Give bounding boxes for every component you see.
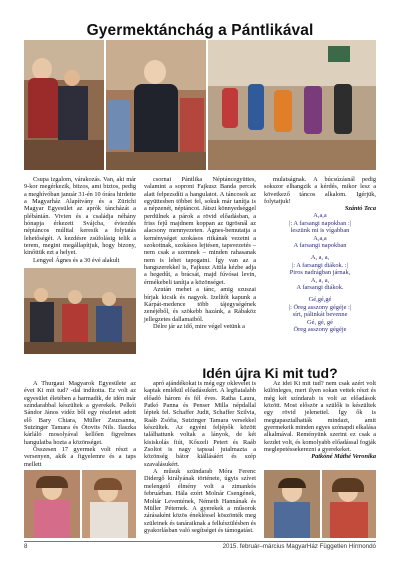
issue-info: 2015. február–március MagyarHáz Független Hírmondó <box>222 543 376 550</box>
footer-divider <box>24 541 376 542</box>
article2-column-2 <box>144 380 256 534</box>
article1-column-1 <box>24 176 136 264</box>
article1-signature: Szántó Teca <box>344 205 376 213</box>
article2-column-1 <box>24 380 136 468</box>
paragraph: apró ajándékokat is még egy oklevelet is kaptak emlékül előadásukért. A legfiatalabb előadó három és fél éves. Ratha Laura, Patkó Panna és Penser Milla népdallal léptek fel. Schaffer Judit, Schaffer Szilvia, Raáb Zsófia, Sutzinger Tamara versekkel készültek. Az egyéni feljépők között találhattunk voltak a lányok, de két kisiskolás fiút, Kőszeli Petert és Raáb Zsoltot is nagy tapssal jutalmazta a közönség bátor kiállásáért és szép szavalásukért. <box>144 380 256 468</box>
photo-children-dancing <box>208 40 376 170</box>
photo-child-performer-1 <box>264 470 320 538</box>
stanza: A,a,a |: A farsangi napokban :| leszünk mi is vígabban A,a,a A farsangi napokban <box>289 212 351 250</box>
folk-song-lyrics <box>264 212 376 338</box>
paragraph: A műsuk szündarab Móra Ferenc Didergő királyának története, úgyis szívet melengető élmény volt a zimankós februárban. Hála ezért Molnár Csengének, Moltár Leventének, Németh Hannának és Müller Péternek. A gyerekek a műsorok zárásaként közös énekléssel köszönték meg szüleinek és tanáraiknak a felkészülésben és gyakorlásban való segítséget és támogatást. <box>144 468 256 534</box>
paragraph: Lengyel Ágnes és a 30 évé alakult <box>33 256 120 264</box>
page-number: 8 <box>24 543 28 550</box>
paragraph: Csupa izgalom, várakozás. Van, aki már 9-kor megérkezik, bitzos, ami biztos, pedig a meghívóban január 31-én 10 órára hirdette a Magyarház Alapítvány és a Zürichi Magyar Egyesület az aprók táncházát a plébánián. Vivien és a családja néhány hónapja érkezett Svájcba, éviezdés néptáncos múlttal keresik a folytatás lehetőségét. A kezdésre zsúfolásig telik a terem, megint megállapítjuk, hogy bizony, kinőttük ezt a helyet. <box>24 176 136 257</box>
paragraph: Azután mehet a tánc, amig szuszai bírjak kicsik és nagyok. Izelítőt kapunk a Kárpát-medence több tájegységének zenéjéből, és szökebb hazánk, a Rábaköz jellegzetes dallamaiból. <box>144 286 256 323</box>
paragraph: A Thurgaui Magyarok Egyesülete az évet Ki mit tud? -dal indította. Ez volt az egyesület életében a harmadik, de idén már színdarabbal készültek a gyerekek. Pelkói Sándor János vidéz ből egy részletet adott elő Bary Chiara, Müller Zsuzsanna, Sutzinger Tamara és Ótovits Nils. Ilaszka kárláló mosolyával kellően figyelmes hangulatba hozta a közönséget. <box>24 380 136 446</box>
stanza: A, a, a, |: A farsangi diákok. :| Piros nadrágban járnak, A, a, a, A farsangi diákok. <box>289 253 351 292</box>
photo-dancers-center <box>106 40 206 170</box>
paragraph: csornai Pántlika Néptáncegyüttes, valamint a soproni Fajkusz Banda percek alatt felpezsdíti a hangulatot. A táncosok az együttesben többet fel, sokuk már tanítja is a népzenét, néptáncot. Játszi könnyedséggel perdülnek a párok a rövid előadásban, a friss fejű majdnem koppan az ügrösnál az alacsony mennyezeten. Ágnes-bemutatja a keménységet szokásos ritkának vezetni a szokottnak, szokásos lejtésen, tapsvezetés – nem csak a szemnek – minden rahasanak nem is lehet tapogatni. Így van az a hangszerekkel is, Fajkusz Attila kézbe adja a hegedűt, a brácsát, majd fúvósai levin, érmékebeli tanítja a közönséget. <box>144 176 256 286</box>
article1-column-3 <box>264 176 376 213</box>
paragraph: mulatságnak. A búcsúzásnál pedig sokszor elhangzik a kérdés, mikor lesz a következő táncos alkalom. Igérjük, folytatjuk! <box>264 176 376 206</box>
paragraph: Összesen 17 gyermek volt részt a versenyen, akik a figyelemre és a taps mellett <box>24 446 136 468</box>
paragraph: Délre jár az idő, mire végel vetünk a <box>153 322 245 330</box>
stanza: Gé,gé,gé |: Öreg asszony gégéje :| sírt, pálinkát bevenne Gé, gé, gé Öreg asszony gégéje <box>288 295 352 334</box>
article2-title: Idén újra Ki mit tud? <box>202 365 338 381</box>
photo-musicians <box>24 268 136 354</box>
photo-girl-singing-1 <box>24 470 80 538</box>
article1-title: Gyermektánchág a Pántlikával <box>86 22 314 39</box>
article2-column-3 <box>264 380 376 461</box>
photo-girl-singing-2 <box>82 470 136 538</box>
photo-dancers-left <box>24 40 104 170</box>
article1-column-2 <box>144 176 256 330</box>
article2-signature: Patkóné Máthé Veronika <box>311 453 376 461</box>
photo-child-performer-2 <box>322 470 376 538</box>
paragraph: Az idei Ki mit tud? nem csak azért volt különleges, mert ilyen sokan vettek részt és még két színdarab is volt az előadások között. Most először a szülők is készültek egy rövid jelenettel. Így ők is megtapasztalhatták mindazt, amit gyermekeik minden egyes szónapdi elkalása alkalmával. Reményünk szerint ez csak a kezdet volt, és komolyabb előadással fogják meglepetéssekerezni a gyerekeket. <box>264 380 376 454</box>
